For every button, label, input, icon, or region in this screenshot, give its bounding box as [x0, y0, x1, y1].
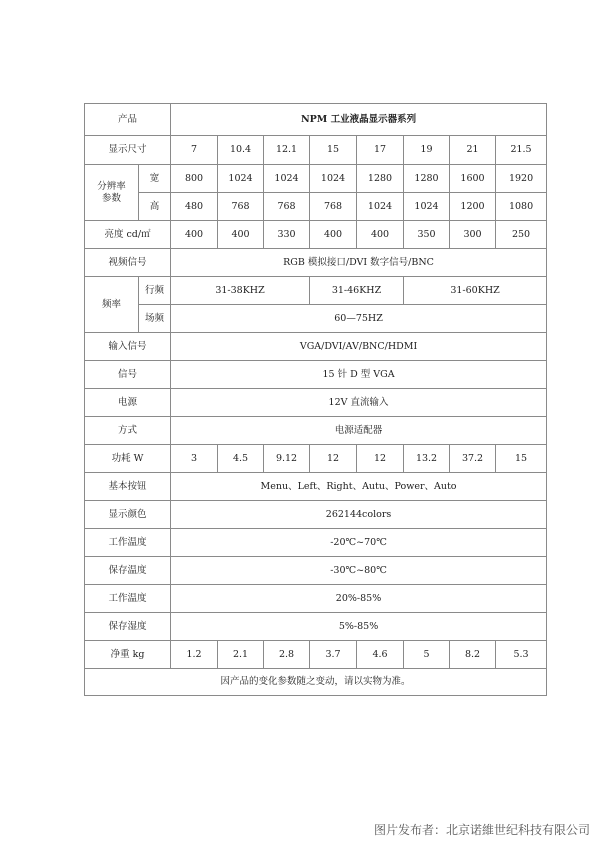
work-humidity-row [85, 585, 547, 613]
brightness-cell: 400 [357, 221, 404, 249]
h-freq-row [85, 277, 547, 305]
size-cell: 17 [357, 136, 404, 165]
buttons-row [85, 473, 547, 501]
res-height-row [85, 193, 547, 221]
title-row [85, 104, 547, 136]
weight-cell: 1.2 [171, 641, 218, 669]
spec-table [84, 103, 547, 696]
power-consumption-row [85, 445, 547, 473]
brightness-cell: 330 [264, 221, 310, 249]
weight-cell: 2.1 [218, 641, 264, 669]
work-humidity-label: 工作温度 [85, 585, 171, 613]
brightness-cell: 400 [171, 221, 218, 249]
work-temp-label: 工作温度 [85, 529, 171, 557]
storage-temp-row [85, 557, 547, 585]
publisher-watermark: 图片发布者：北京诺維世纪科技有限公司 [373, 823, 590, 837]
res-width-cell: 800 [171, 165, 218, 193]
power-cell: 4.5 [218, 445, 264, 473]
signal-row [85, 361, 547, 389]
res-width-cell: 1600 [450, 165, 496, 193]
power-cell: 3 [171, 445, 218, 473]
size-cell: 21 [450, 136, 496, 165]
h-freq-cell: 31-60KHZ [404, 277, 547, 305]
product-label: 产品 [85, 104, 171, 136]
v-freq-row [85, 305, 547, 333]
storage-temp-value: -30℃~80℃ [171, 557, 547, 585]
res-height-cell: 1024 [404, 193, 450, 221]
table-title: NPM 工业液晶显示器系列 [171, 104, 547, 136]
v-freq-label: 场频 [139, 305, 171, 333]
res-height-cell: 1024 [357, 193, 404, 221]
weight-cell: 5.3 [496, 641, 547, 669]
storage-humidity-label: 保存湿度 [85, 613, 171, 641]
res-height-cell: 1080 [496, 193, 547, 221]
storage-humidity-value: 5%-85% [171, 613, 547, 641]
power-cell: 12 [310, 445, 357, 473]
input-signal-row [85, 333, 547, 361]
colors-label: 显示颜色 [85, 501, 171, 529]
frequency-label: 频率 [85, 277, 139, 333]
colors-value: 262144colors [171, 501, 547, 529]
work-temp-value: -20℃~70℃ [171, 529, 547, 557]
brightness-cell: 350 [404, 221, 450, 249]
res-width-cell: 1920 [496, 165, 547, 193]
res-height-cell: 480 [171, 193, 218, 221]
size-cell: 7 [171, 136, 218, 165]
footnote-row [85, 669, 547, 696]
video-signal-label: 视频信号 [85, 249, 171, 277]
size-cell: 21.5 [496, 136, 547, 165]
mode-value: 电源适配器 [171, 417, 547, 445]
power-supply-row [85, 389, 547, 417]
video-signal-value: RGB 模拟接口/DVI 数字信号/BNC [171, 249, 547, 277]
h-freq-cell: 31-46KHZ [310, 277, 404, 305]
power-supply-value: 12V 直流输入 [171, 389, 547, 417]
weight-label: 净重 kg [85, 641, 171, 669]
v-freq-value: 60—75HZ [171, 305, 547, 333]
video-signal-row [85, 249, 547, 277]
power-cell: 37.2 [450, 445, 496, 473]
width-label: 宽 [139, 165, 171, 193]
power-cell: 13.2 [404, 445, 450, 473]
size-cell: 19 [404, 136, 450, 165]
buttons-value: Menu、Left、Right、Autu、Power、Auto [171, 473, 547, 501]
power-cell: 12 [357, 445, 404, 473]
size-cell: 10.4 [218, 136, 264, 165]
brightness-cell: 400 [310, 221, 357, 249]
size-row [85, 136, 547, 165]
mode-label: 方式 [85, 417, 171, 445]
input-signal-value: VGA/DVI/AV/BNC/HDMI [171, 333, 547, 361]
brightness-row [85, 221, 547, 249]
brightness-cell: 250 [496, 221, 547, 249]
signal-value: 15 针 D 型 VGA [171, 361, 547, 389]
weight-cell: 3.7 [310, 641, 357, 669]
footnote: 因产品的变化参数随之变动，请以实物为准。 [85, 669, 547, 696]
brightness-label: 亮度 cd/㎡ [85, 221, 171, 249]
h-freq-label: 行频 [139, 277, 171, 305]
weight-cell: 5 [404, 641, 450, 669]
height-label: 高 [139, 193, 171, 221]
power-consumption-label: 功耗 W [85, 445, 171, 473]
weight-cell: 8.2 [450, 641, 496, 669]
power-cell: 9.12 [264, 445, 310, 473]
work-humidity-value: 20%-85% [171, 585, 547, 613]
res-width-cell: 1024 [218, 165, 264, 193]
h-freq-cell: 31-38KHZ [171, 277, 310, 305]
power-supply-label: 电源 [85, 389, 171, 417]
power-cell: 15 [496, 445, 547, 473]
weight-cell: 2.8 [264, 641, 310, 669]
brightness-cell: 300 [450, 221, 496, 249]
input-signal-label: 输入信号 [85, 333, 171, 361]
signal-label: 信号 [85, 361, 171, 389]
mode-row [85, 417, 547, 445]
size-cell: 15 [310, 136, 357, 165]
resolution-label: 分辨率 参数 [85, 165, 139, 221]
res-height-cell: 768 [218, 193, 264, 221]
size-cell: 12.1 [264, 136, 310, 165]
weight-cell: 4.6 [357, 641, 404, 669]
work-temp-row [85, 529, 547, 557]
brightness-cell: 400 [218, 221, 264, 249]
buttons-label: 基本按钮 [85, 473, 171, 501]
res-width-cell: 1024 [264, 165, 310, 193]
res-height-cell: 768 [310, 193, 357, 221]
storage-temp-label: 保存温度 [85, 557, 171, 585]
res-width-cell: 1280 [404, 165, 450, 193]
res-height-cell: 1200 [450, 193, 496, 221]
colors-row [85, 501, 547, 529]
res-width-cell: 1280 [357, 165, 404, 193]
weight-row [85, 641, 547, 669]
size-label: 显示尺寸 [85, 136, 171, 165]
res-height-cell: 768 [264, 193, 310, 221]
storage-humidity-row [85, 613, 547, 641]
res-width-row [85, 165, 547, 193]
res-width-cell: 1024 [310, 165, 357, 193]
